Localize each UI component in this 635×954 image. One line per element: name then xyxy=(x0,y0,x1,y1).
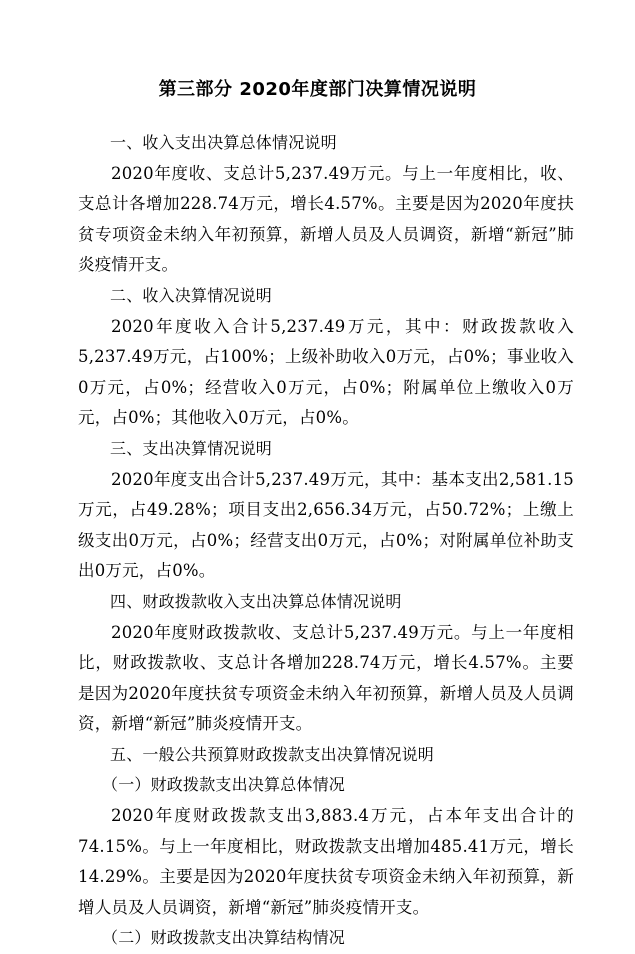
section-5-heading: 五、一般公共预算财政拨款支出决算情况说明 xyxy=(110,744,435,764)
section-4-heading: 四、财政拨款收入支出决算总体情况说明 xyxy=(110,591,402,611)
section-2-heading: 二、收入决算情况说明 xyxy=(110,285,273,305)
section-5-sub-1-text: 2020年度财政拨款支出3,883.4万元，占本年支出合计的74.15%。与上一年度相比，财政拨款支出增加485.41万元，增长14.29%。主要是因为2020年度扶贫专项资金未纳入年初预算，新增人员及人员调资，新增“新冠”肺炎疫情开支。 xyxy=(78,806,574,917)
section-5-sub-1-heading: （一）财政拨款支出决算总体情况 xyxy=(102,775,346,795)
section-5-sub-2-heading: （二）财政拨款支出决算结构情况 xyxy=(102,928,346,948)
section-1-text: 2020年度收、支总计5,237.49万元。与上一年度相比，收、支总计各增加228.74万元，增长4.57%。主要是因为2020年度扶贫专项资金未纳入年初预算，新增人员及人员调资，新增“新冠”肺炎疫情开支。 xyxy=(78,163,574,275)
section-4-text: 2020年度财政拨款收、支总计5,237.49万元。与上一年度相比，财政拨款收、支总计各增加228.74万元，增长4.57%。主要是因为2020年度扶贫专项资金未纳入年初预算，新增人员及人员调资，新增“新冠”肺炎疫情开支。 xyxy=(78,622,574,734)
section-3-heading: 三、支出决算情况说明 xyxy=(110,438,273,458)
section-3-text: 2020年度支出合计5,237.49万元，其中：基本支出2,581.15万元，占49.28%；项目支出2,656.34万元，占50.72%；上缴上级支出0万元，占0%；经营支出0万元，占0%；对附属单位补助支出0万元，占0%。 xyxy=(78,469,574,581)
document-body xyxy=(78,128,574,954)
section-1-heading: 一、收入支出决算总体情况说明 xyxy=(110,133,337,152)
page-title: 第三部分 2020年度部门决算情况说明 xyxy=(158,79,477,100)
section-2-text: 2020年度收入合计5,237.49万元，其中：财政拨款收入5,237.49万元，占100%；上级补助收入0万元，占0%；事业收入0万元，占0%；经营收入0万元，占0%；附属单位上缴收入0万元，占0%；其他收入0万元，占0%。 xyxy=(78,316,574,428)
